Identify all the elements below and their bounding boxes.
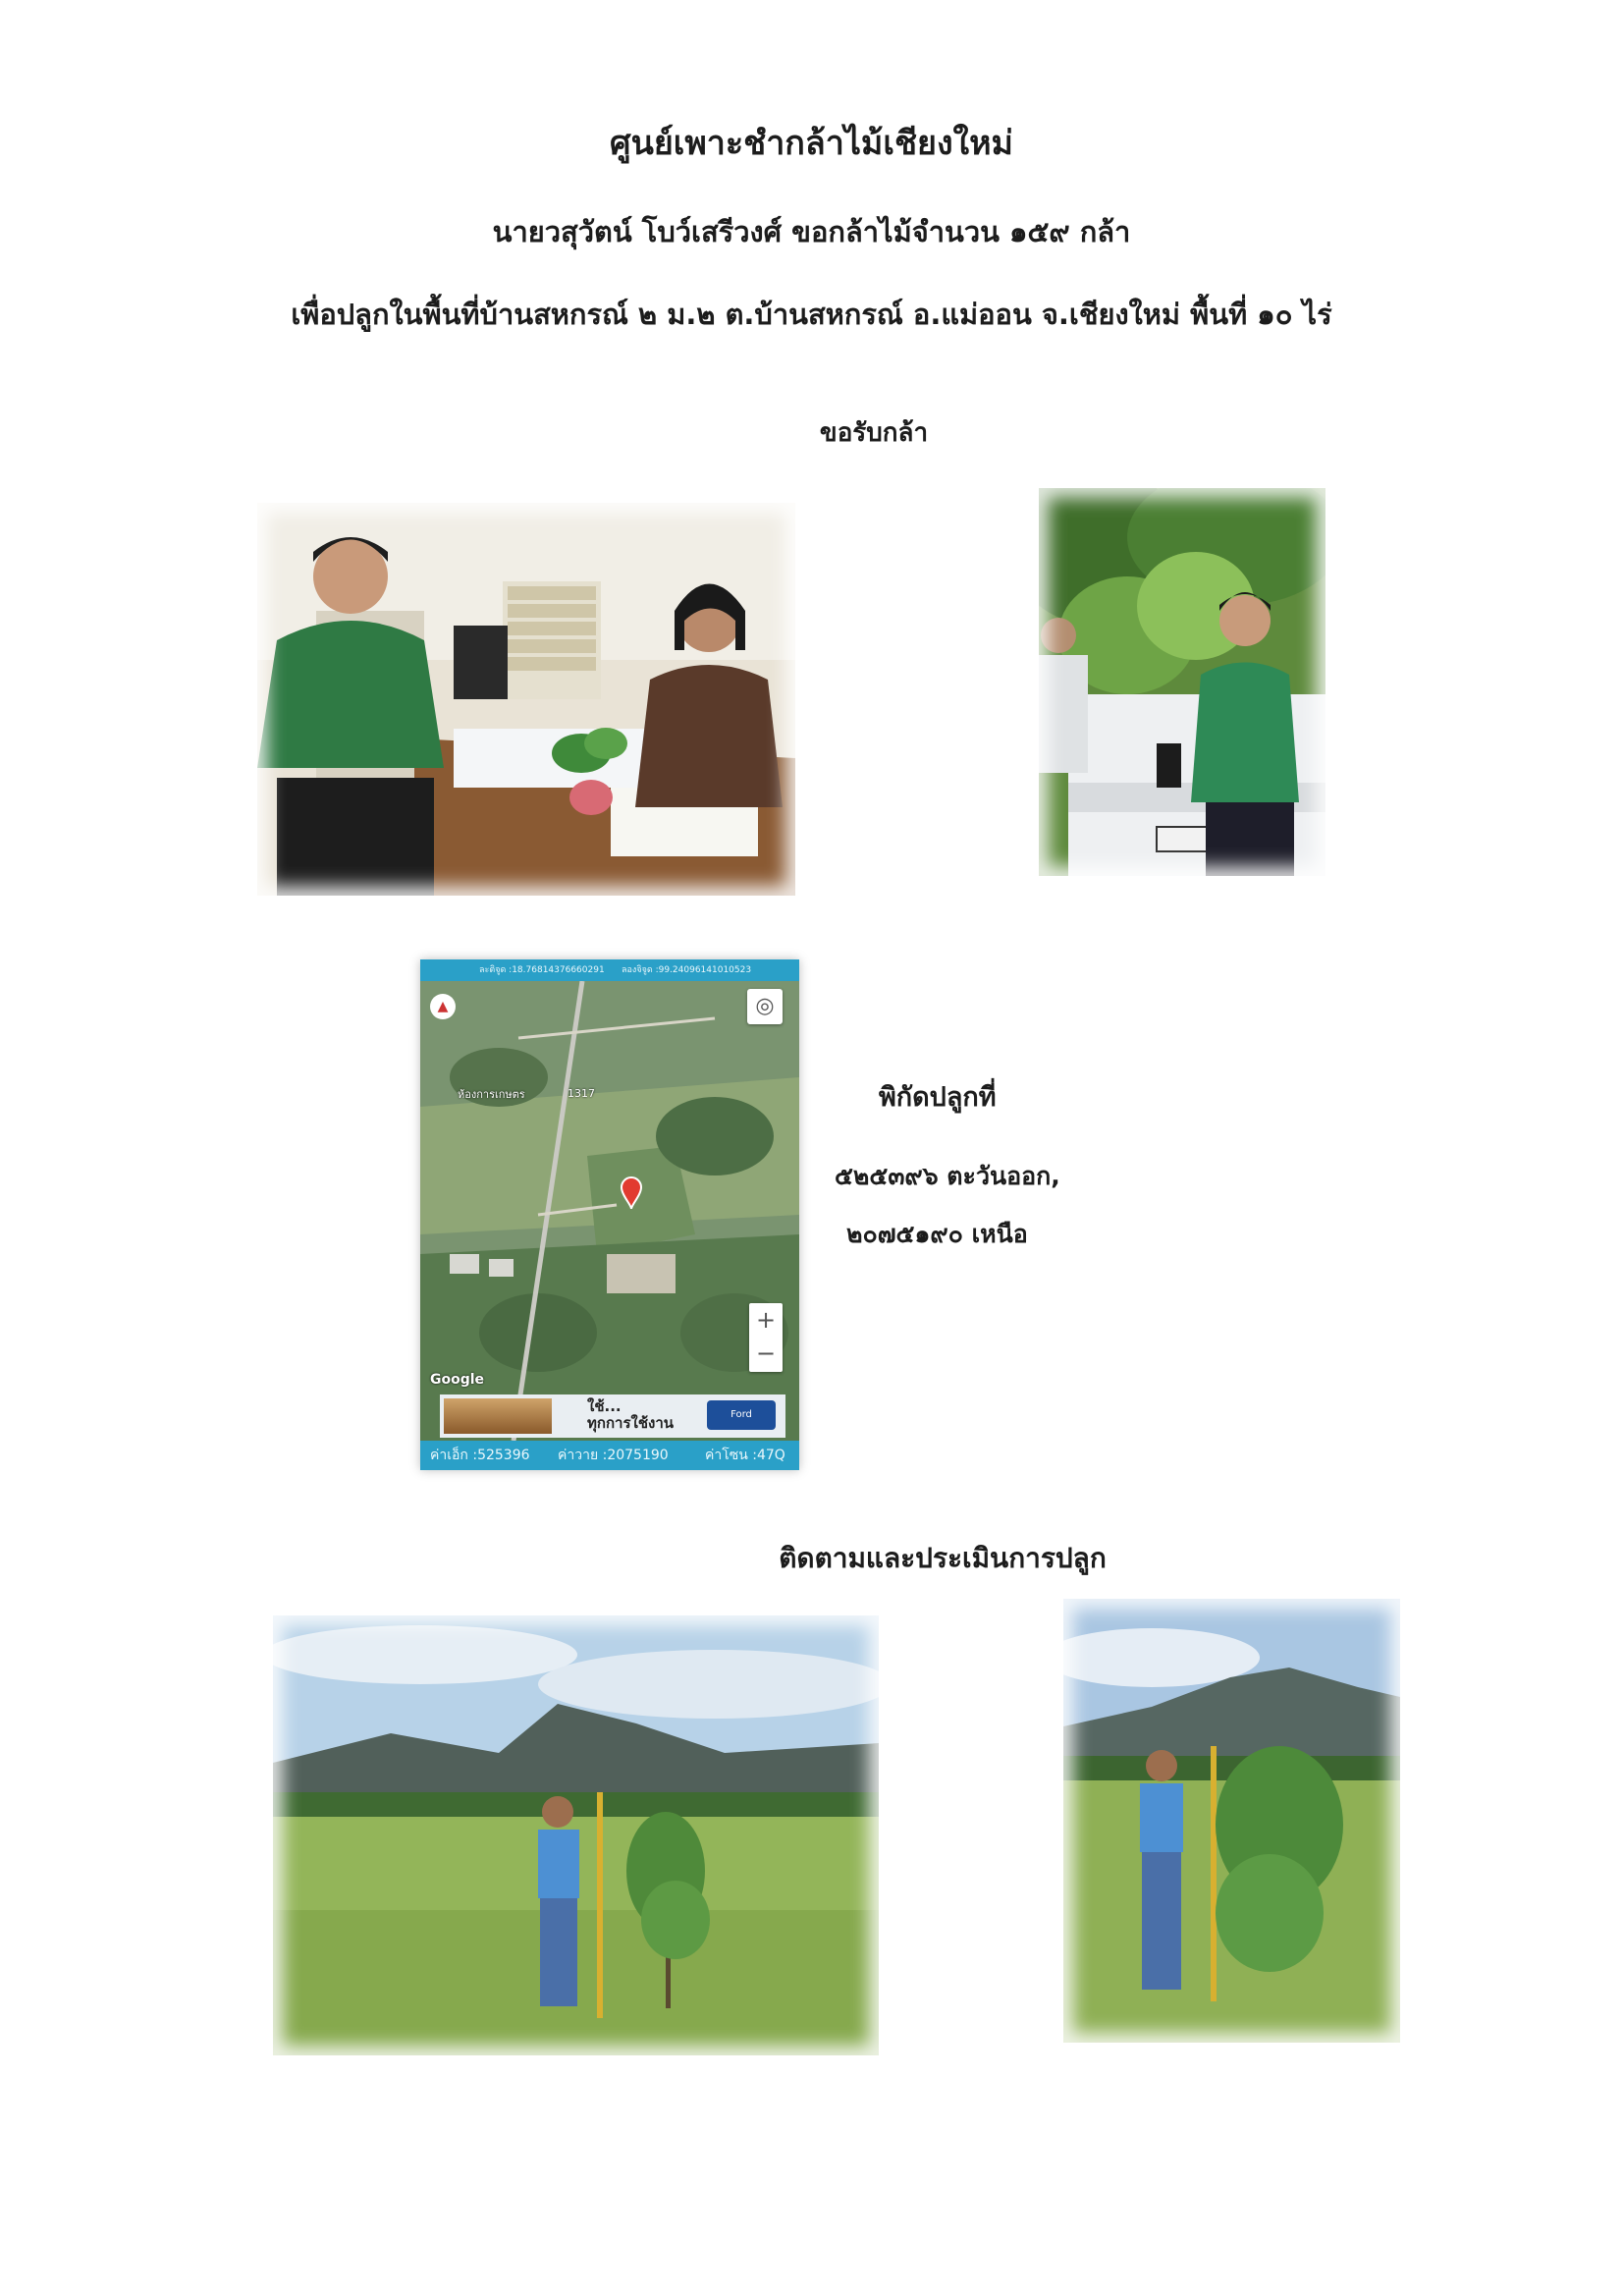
coordinates-northing: ๒๐๗๕๑๙๐ เหนือ <box>846 1220 1028 1248</box>
easting-label: ค่าเอ็ก :525396 <box>430 1448 530 1463</box>
location-line: เพื่อปลูกในพื้นที่บ้านสหกรณ์ ๒ ม.๒ ต.บ้านสหกรณ์ อ.แม่ออน จ.เชียงใหม่ พื้นที่ ๑๐ ไร่ <box>291 298 1332 331</box>
map-screenshot <box>420 959 799 1470</box>
my-location-icon[interactable]: ◎ <box>747 989 783 1024</box>
map-road-label: 1317 <box>568 1087 595 1100</box>
map-utm-bar <box>420 1441 799 1470</box>
photo-field-monitoring-2 <box>1063 1599 1400 2043</box>
section-monitor-heading: ติดตามและประเมินการปลูก <box>779 1542 1107 1574</box>
zoom-out-button[interactable]: − <box>755 1339 777 1367</box>
ad-text-line-2: ทุกการใช้งาน <box>587 1414 675 1432</box>
map-latlon-bar <box>420 959 799 981</box>
section-receive-heading: ขอรับกล้า <box>819 418 929 448</box>
latitude-label: ละติจูด :18.76814376660291 <box>479 965 605 975</box>
ad-brand-logo: Ford <box>707 1400 776 1430</box>
ad-text <box>587 1398 674 1432</box>
ad-car-image <box>444 1398 552 1434</box>
map-ad-banner[interactable] <box>440 1394 785 1438</box>
coordinates-easting: ๕๒๕๓๙๖ ตะวันออก, <box>835 1162 1060 1190</box>
zoom-in-button[interactable]: + <box>755 1306 777 1334</box>
map-satellite-view <box>420 959 799 1470</box>
zoom-controls <box>749 1303 783 1372</box>
map-place-label: ห้องการเกษตร <box>458 1088 525 1101</box>
photo-field-monitoring-1 <box>273 1615 879 2055</box>
requester-line: นายวสุวัตน์ โบว์เสรีวงศ์ ขอกล้าไม้จำนวน ๑๕๙ กล้า <box>492 215 1131 248</box>
compass-icon[interactable]: ▲ <box>430 994 456 1019</box>
longitude-label: ลองจิจูด :99.24096141010523 <box>622 965 752 975</box>
photo-seedling-pickup <box>1039 488 1325 876</box>
coordinates-heading: พิกัดปลูกที่ <box>879 1082 997 1113</box>
document-title: ศูนย์เพาะชำกล้าไม้เชียงใหม่ <box>610 124 1013 163</box>
northing-label: ค่าวาย :2075190 <box>558 1448 669 1463</box>
ad-text-line-1: ใช้... <box>587 1397 622 1415</box>
photo-office-handover <box>257 503 795 896</box>
zone-label: ค่าโซน :47Q <box>705 1448 785 1463</box>
map-provider-logo: Google <box>430 1372 485 1388</box>
